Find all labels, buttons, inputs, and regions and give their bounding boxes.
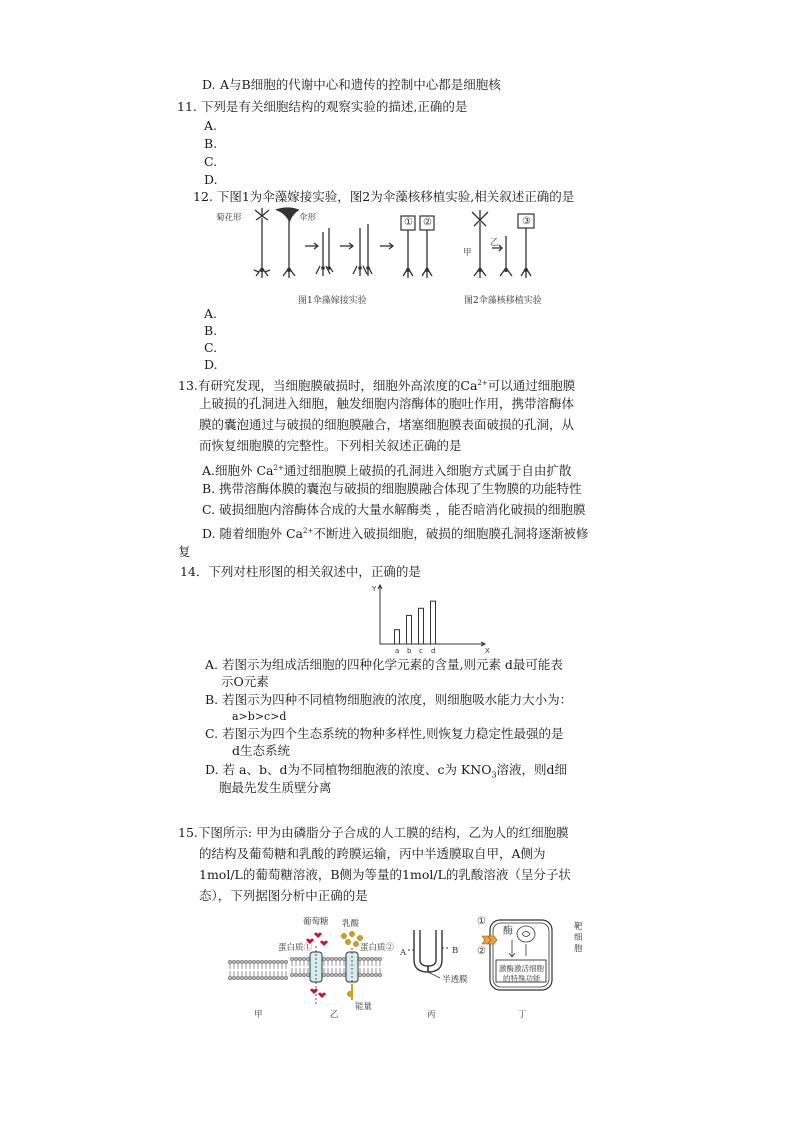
- phospholipid-head: [302, 973, 306, 977]
- phospholipid-head: [374, 973, 378, 977]
- fig-label-yi: 乙: [330, 1010, 339, 1020]
- phospholipid-head: [370, 957, 374, 961]
- q11-option-c: C.: [204, 154, 218, 169]
- option-text: A与B细胞的代谢中心和遗传的控制中心都是细胞核: [220, 77, 501, 92]
- phospholipid-head: [232, 976, 236, 980]
- phospholipid-head: [240, 960, 244, 964]
- label-side-b: B: [452, 946, 459, 956]
- phospholipid-head: [260, 960, 264, 964]
- ding-box-line1: 激酶激活细胞: [499, 964, 544, 973]
- phospholipid-head: [362, 957, 366, 961]
- phospholipid-head: [232, 960, 236, 964]
- phospholipid-head: [338, 957, 342, 961]
- phospholipid-head: [334, 957, 338, 961]
- phospholipid-head: [264, 960, 268, 964]
- label-semipermeable-membrane: 半透膜: [442, 975, 468, 985]
- q14-d-part: 溶液，则d细: [496, 762, 568, 777]
- q14-option-b-line1: B. 若图示为四种不同植物细胞液的浓度，则细胞吸水能力大小为：: [205, 692, 573, 707]
- label-circle-1: ①: [477, 916, 486, 927]
- q14-option-c-line2: d生态系统: [232, 743, 291, 758]
- q12-option-a: A.: [204, 306, 218, 321]
- phospholipid-head: [272, 976, 276, 980]
- phospholipid-head: [378, 957, 382, 961]
- red-cell-membrane-figure: [290, 928, 386, 1008]
- q13-option-d: [202, 523, 588, 542]
- artificial-membrane-figure: [228, 956, 290, 984]
- box-3-label: ③: [522, 216, 531, 227]
- phospholipid-head: [248, 976, 252, 980]
- fig-label-ding: 丁: [518, 1010, 527, 1020]
- phospholipid-head: [290, 957, 294, 961]
- phospholipid-head: [302, 957, 306, 961]
- q13-d-part: D. 随着细胞外 Ca: [202, 526, 304, 542]
- q14-d-part: D. 若 a、b、d为不同植物细胞液的浓度、c为 KNO: [205, 762, 492, 777]
- phospholipid-head: [378, 973, 382, 977]
- label-protein-1: 蛋白质①: [278, 943, 313, 953]
- tick-label-a: a: [395, 647, 400, 655]
- superscript: 2+: [303, 527, 314, 535]
- option-d-prev: [202, 77, 501, 93]
- label-target-cell: [574, 922, 584, 955]
- phospholipid-head: [342, 957, 346, 961]
- label-side-a: A: [400, 948, 407, 958]
- phospholipid-head: [280, 976, 284, 980]
- label-lactic-acid: 乳酸: [342, 919, 360, 929]
- q14-option-c-line1: C. 若图示为四个生态系统的物种多样性,则恢复力稳定性最强的是: [205, 726, 564, 741]
- phospholipid-head: [334, 973, 338, 977]
- phospholipid-head: [342, 973, 346, 977]
- bar-d: [431, 601, 436, 644]
- q13-option-a: [202, 460, 571, 479]
- q14-option-b-line2: a>b>c>d: [232, 710, 287, 723]
- tick-label-d: d: [431, 647, 436, 655]
- fig2-label-jia: 甲: [463, 248, 472, 258]
- phospholipid-head: [358, 957, 362, 961]
- phospholipid-head: [366, 973, 370, 977]
- q13-a-part: A.细胞外 Ca: [202, 463, 274, 479]
- phospholipid-head: [236, 960, 240, 964]
- box-1-label: ①: [404, 217, 413, 228]
- phospholipid-head: [228, 960, 232, 964]
- q13-stem-line1: [178, 375, 575, 394]
- q14-option-a-line1: A. 若图示为组成活细胞的四种化学元素的含量,则元素 d最可能表: [205, 657, 563, 672]
- q13-stem-part: 可以通过细胞膜: [487, 378, 576, 394]
- phospholipid-head: [272, 960, 276, 964]
- bar-c: [419, 608, 424, 644]
- bar-a: [395, 630, 400, 644]
- q12-option-c: C.: [204, 340, 218, 355]
- q11-option-b: B.: [204, 136, 218, 151]
- phospholipid-head: [298, 957, 302, 961]
- phospholipid-head: [326, 957, 330, 961]
- phospholipid-head: [370, 973, 374, 977]
- q15-stem-line3: 1mol/L的葡萄糖溶液，B侧为等量的1mol/L的乳酸溶液（呈分子状: [199, 867, 571, 882]
- q15-stem-line1: 15.下图所示: 甲为由磷脂分子合成的人工膜的结构，乙为人的红细胞膜: [178, 825, 569, 840]
- phospholipid-head: [276, 976, 280, 980]
- phospholipid-head: [284, 960, 288, 964]
- phospholipid-head: [280, 960, 284, 964]
- bar-chart: [368, 582, 492, 656]
- fig-label-bing: 丙: [427, 1010, 436, 1020]
- q15-stem-line4: 态），下列据图分析中正确的是: [199, 888, 368, 903]
- phospholipid-head: [248, 960, 252, 964]
- bar-b: [407, 615, 412, 644]
- phospholipid-head: [244, 960, 248, 964]
- q13-stem-part: 13.有研究发现，当细胞膜破损时，细胞外高浓度的Ca: [178, 378, 478, 394]
- phospholipid-head: [264, 976, 268, 980]
- q11-option-d: D.: [204, 172, 218, 187]
- phospholipid-head: [322, 957, 326, 961]
- label-protein-2: 蛋白质②: [360, 943, 395, 953]
- q12-option-b: B.: [204, 323, 218, 338]
- box-2-label: ②: [423, 217, 432, 228]
- label-glucose: 葡萄糖: [303, 917, 329, 927]
- q11-option-a: A.: [204, 118, 218, 133]
- phospholipid-head: [374, 957, 378, 961]
- option-letter: D.: [202, 77, 216, 92]
- phospholipid-head: [366, 957, 370, 961]
- phospholipid-head: [268, 960, 272, 964]
- phospholipid-head: [284, 976, 288, 980]
- label-circle-2: ②: [477, 946, 486, 957]
- label-umbrella-cap: 伞形: [299, 213, 317, 223]
- tick-label-c: c: [419, 647, 423, 655]
- q14-option-d-line2: 胞最先发生质壁分离: [219, 780, 332, 795]
- fig1-caption: 图1伞藻嫁接实验: [298, 296, 367, 306]
- target-cell-text: 靶细胞: [574, 922, 583, 954]
- phospholipid-head: [326, 973, 330, 977]
- phospholipid-head: [276, 960, 280, 964]
- fig-label-jia: 甲: [254, 1010, 263, 1020]
- q15-stem-line2: 的结构及葡萄糖和乳酸的跨膜运输，丙中半透膜取自甲，A侧为: [199, 846, 546, 861]
- phospholipid-head: [256, 960, 260, 964]
- phospholipid-head: [306, 973, 310, 977]
- q13-a-part: 通过细胞膜上破损的孔洞进入细胞方式属于自由扩散: [283, 463, 572, 479]
- q14-stem: 14．下列对柱形图的相关叙述中，正确的是: [180, 564, 421, 579]
- phospholipid-head: [236, 976, 240, 980]
- phospholipid-head: [306, 957, 310, 961]
- q13-option-b: B. 携带溶酶体膜的囊泡与破损的细胞膜融合体现了生物膜的功能特性: [202, 481, 582, 496]
- label-enzyme: 酶: [503, 926, 513, 937]
- phospholipid-head: [330, 973, 334, 977]
- q13-stem-line4: 而恢复细胞膜的完整性。下列相关叙述正确的是: [199, 438, 462, 453]
- phospholipid-head: [358, 973, 362, 977]
- phospholipid-head: [362, 973, 366, 977]
- phospholipid-head: [268, 976, 272, 980]
- phospholipid-head: [294, 957, 298, 961]
- phospholipid-head: [290, 973, 294, 977]
- phospholipid-head: [228, 976, 232, 980]
- q12-stem: 12. 下图1为伞藻嫁接实验，图2为伞藻核移植实验,相关叙述正确的是: [193, 189, 575, 204]
- x-axis-label: X: [485, 647, 490, 655]
- y-axis-label: Y: [372, 585, 377, 593]
- superscript: 2+: [273, 464, 284, 472]
- phospholipid-head: [322, 973, 326, 977]
- superscript: 2+: [477, 379, 488, 387]
- fig2-label-yi: 乙: [490, 238, 499, 248]
- phospholipid-head: [260, 976, 264, 980]
- q13-option-d-wrap: 复: [178, 544, 191, 559]
- q14-option-a-line2: 示O元素: [221, 674, 269, 689]
- phospholipid-head: [252, 976, 256, 980]
- q13-option-c: C. 破损细胞内溶酶体合成的大量水解酶类 ，能否暗消化破损的细胞膜: [202, 502, 586, 517]
- phospholipid-head: [338, 973, 342, 977]
- q13-stem-line3: 膜的囊泡通过与破损的细胞膜融合，堵塞细胞膜表面破损的孔洞，从: [199, 417, 575, 432]
- q12-option-d: D.: [204, 357, 218, 372]
- ding-box-line2: 的特殊功能: [503, 974, 541, 983]
- phospholipid-head: [256, 976, 260, 980]
- q13-d-part: 不断进入破损细胞，破损的细胞膜孔洞将逐渐被修: [313, 526, 589, 542]
- q13-stem-line2: 上破损的孔洞进入细胞，触发细胞内溶酶体的胞吐作用，携带溶酶体: [199, 396, 575, 411]
- subscript: 3: [491, 770, 497, 780]
- phospholipid-head: [240, 976, 244, 980]
- phospholipid-head: [244, 976, 248, 980]
- phospholipid-head: [252, 960, 256, 964]
- phospholipid-head: [330, 957, 334, 961]
- tick-label-b: b: [407, 647, 412, 655]
- label-energy: 能量: [355, 1002, 373, 1012]
- q11-stem: 11. 下列是有关细胞结构的观察实验的描述,正确的是: [177, 99, 468, 114]
- fig2-caption: 图2伞藻核移植实验: [464, 296, 542, 306]
- phospholipid-head: [294, 973, 298, 977]
- label-chrysanthemum-cap: 菊花形: [216, 213, 242, 223]
- acetabularia-nuclear-transplant-figure: [470, 206, 560, 308]
- phospholipid-head: [298, 973, 302, 977]
